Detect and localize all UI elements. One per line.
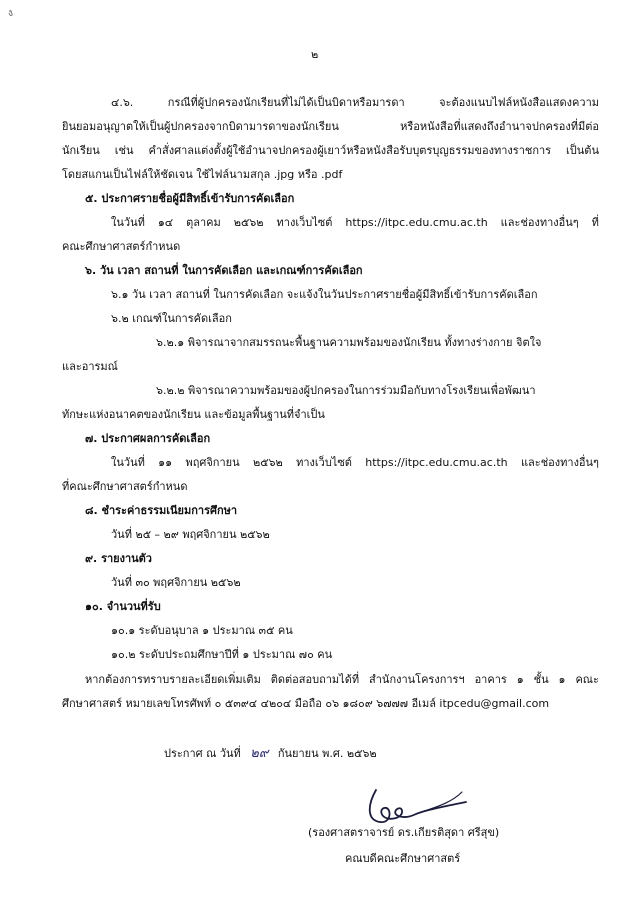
contact-line1: หากต้องการทราบรายละเอียดเพิ่มเติม ติดต่อสอบถามได้ที่ สำนักงานโครงการฯ อาคาร ๑ ชั้น ๑ คณะ: [85, 673, 599, 686]
s622-line1: ๖.๒.๒ พิจารณาความพร้อมของผู้ปกครองในการร่วมมือกับทางโรงเรียนเพื่อพัฒนา: [156, 384, 536, 397]
s9-line1: วันที่ ๓๐ พฤศจิกายน ๒๕๖๒: [111, 576, 241, 589]
corner-mark: ง: [6, 7, 15, 20]
s46-line2: ยินยอมอนุญาตให้เป็นผู้ปกครองจากบิดามารดาของนักเรียน หรือหนังสือที่แสดงถึงอำนาจปกครองที่มีต่อ: [62, 120, 599, 133]
page-number: ๒: [311, 48, 319, 61]
announcement-date: [164, 747, 377, 761]
s622-line2: ทักษะแห่งอนาคตของนักเรียน และข้อมูลพื้นฐานที่จำเป็น: [62, 408, 325, 421]
announcement-suffix: กันยายน พ.ศ. ๒๕๖๒: [277, 747, 377, 760]
s621-line2: และอารมณ์: [62, 360, 118, 373]
s7-line1: ในวันที่ ๑๑ พฤศจิกายน ๒๕๖๒ ทางเว็บไซต์ https://itpc.edu.cmu.ac.th และช่องทางอื่นๆ: [111, 456, 599, 469]
s46-line3: นักเรียน เช่น คำสั่งศาลแต่งตั้งผู้ใช้อำนาจปกครองผู้เยาว์หรือหนังสือรับบุตรบุญธรรมของทางราชการ เป็นต้น: [62, 144, 599, 157]
s5-line1: ในวันที่ ๑๔ ตุลาคม ๒๕๖๒ ทางเว็บไซต์ https://itpc.edu.cmu.ac.th และช่องทางอื่นๆ ที่: [111, 216, 599, 229]
s621-line1: ๖.๒.๑ พิจารณาจากสมรรถนะพื้นฐานความพร้อมของนักเรียน ทั้งทางร่างกาย จิตใจ: [156, 336, 542, 349]
s6-heading: ๖. วัน เวลา สถานที่ ในการคัดเลือก และเกณฑ์การคัดเลือก: [85, 264, 363, 277]
s46-line1: ๔.๖. กรณีที่ผู้ปกครองนักเรียนที่ไม่ได้เป็นบิดาหรือมารดา จะต้องแนบไฟล์หนังสือแสดงความ: [111, 96, 599, 109]
s8-line1: วันที่ ๒๕ – ๒๙ พฤศจิกายน ๒๕๖๒: [111, 528, 270, 541]
handwritten-day: ๒๙: [250, 746, 269, 761]
s102: ๑๐.๒ ระดับประถมศึกษาปีที่ ๑ ประมาณ ๗๐ คน: [111, 648, 333, 661]
s62: ๖.๒ เกณฑ์ในการคัดเลือก: [111, 312, 232, 325]
s61: ๖.๑ วัน เวลา สถานที่ ในการคัดเลือก จะแจ้งในวันประกาศรายชื่อผู้มีสิทธิ์เข้ารับการคัดเลือก: [111, 288, 538, 301]
signer-name: (รองศาสตราจารย์ ดร.เกียรติสุดา ศรีสุข): [308, 826, 500, 839]
s101: ๑๐.๑ ระดับอนุบาล ๑ ประมาณ ๓๕ คน: [111, 624, 293, 637]
signature: [362, 786, 472, 828]
s46-line4: โดยสแกนเป็นไฟล์ให้ชัดเจน ใช้ไฟล์นามสกุล .jpg หรือ .pdf: [62, 168, 343, 181]
announcement-prefix: ประกาศ ณ วันที่: [164, 747, 241, 760]
s9-heading: ๙. รายงานตัว: [85, 552, 152, 565]
contact-line2: ศึกษาศาสตร์ หมายเลขโทรศัพท์ ๐ ๕๓๙๔ ๔๒๐๔ มือถือ ๐๖ ๑๘๐๙ ๖๗๗๗ อีเมล์ itpcedu@gmail.com: [62, 697, 550, 710]
s7-line2: ที่คณะศึกษาศาสตร์กำหนด: [62, 480, 188, 493]
signer-title: คณบดีคณะศึกษาศาสตร์: [345, 852, 461, 865]
s5-heading: ๕. ประกาศรายชื่อผู้มีสิทธิ์เข้ารับการคัดเลือก: [85, 192, 295, 205]
s10-heading: ๑๐. จำนวนที่รับ: [85, 600, 161, 613]
s7-heading: ๗. ประกาศผลการคัดเลือก: [85, 432, 211, 445]
s8-heading: ๘. ชำระค่าธรรมเนียมการศึกษา: [85, 504, 238, 517]
s5-line2: คณะศึกษาศาสตร์กำหนด: [62, 240, 181, 253]
